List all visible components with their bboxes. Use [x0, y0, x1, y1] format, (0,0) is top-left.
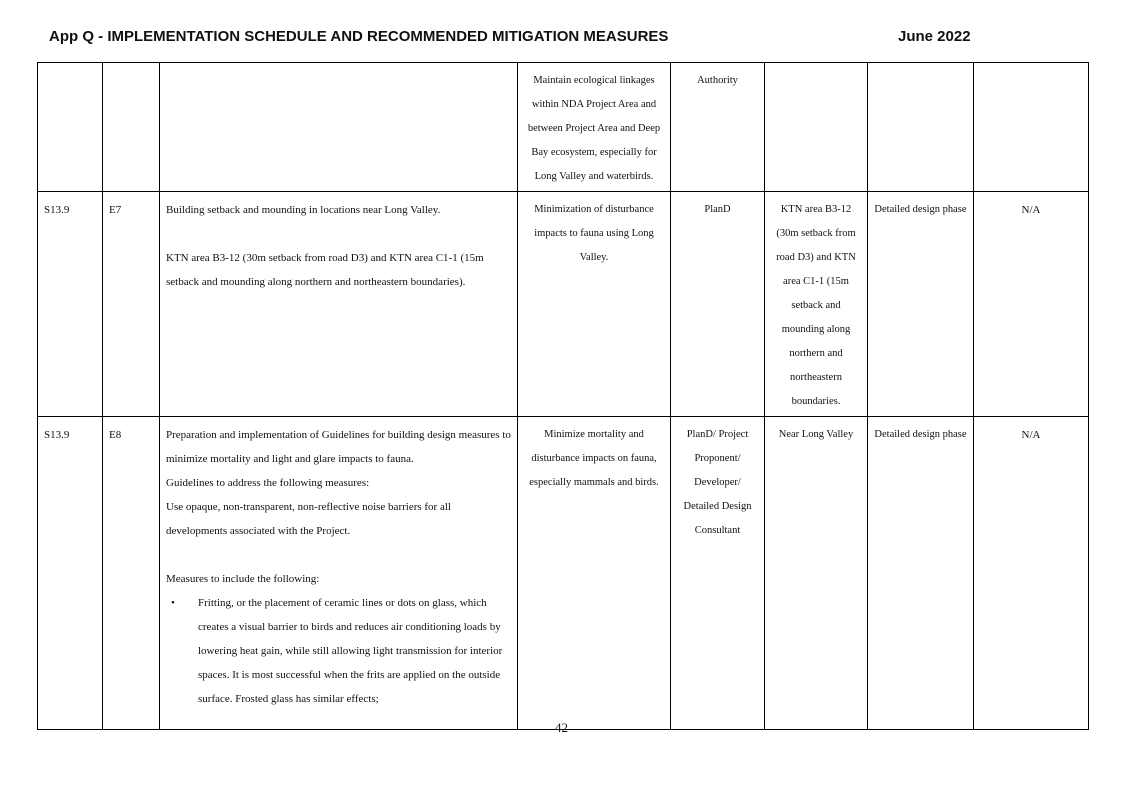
measure-paragraph: Guidelines to address the following measures: [166, 477, 370, 489]
agent-cell: Authority [671, 63, 765, 192]
bullet-icon: • [171, 597, 175, 609]
measure-cell [160, 192, 518, 417]
location-cell: KTN area B3-12 (30m setback from road D3) and KTN area C1-1 (15m setback and mounding along northern and northeastern boundaries. [765, 192, 868, 417]
table-row [38, 417, 1089, 730]
ref-cell: S13.9 [38, 192, 103, 417]
measure-cell [160, 63, 518, 192]
requirement-cell: N/A [974, 417, 1089, 730]
location-cell: Near Long Valley [765, 417, 868, 730]
implementation-schedule-table [37, 62, 1089, 730]
measure-paragraph: Preparation and implementation of Guidelines for building design measures to minimize mortality and light and glare impacts to fauna. [166, 429, 511, 465]
code-cell: E8 [103, 417, 160, 730]
bullet-text: Fritting, or the placement of ceramic lines or dots on glass, which creates a visual barrier to birds and reduces air conditioning loads by lowering heat gain, while still allowing light transmission for interior spaces. It is most successful when the frits are applied on the outside surface. Frosted glass has similar effects; [198, 597, 503, 705]
agent-cell: PlanD/ Project Proponent/ Developer/ Detailed Design Consultant [671, 417, 765, 730]
ref-cell [38, 63, 103, 192]
code-cell [103, 63, 160, 192]
measure-paragraph: KTN area B3-12 (30m setback from road D3) and KTN area C1-1 (15m setback and mounding along northern and northeastern boundaries). [166, 252, 484, 288]
measure-bullet-list [166, 591, 511, 711]
code-cell: E7 [103, 192, 160, 417]
objective-cell: Minimization of disturbance impacts to fauna using Long Valley. [518, 192, 671, 417]
document-date: June 2022 [898, 28, 971, 45]
list-item [166, 591, 511, 711]
objective-cell: Minimize mortality and disturbance impacts on fauna, especially mammals and birds. [518, 417, 671, 730]
agent-cell: PlanD [671, 192, 765, 417]
measure-cell [160, 417, 518, 730]
timing-cell: Detailed design phase [868, 417, 974, 730]
table-row [38, 192, 1089, 417]
measure-paragraph: Use opaque, non-transparent, non-reflective noise barriers for all developments associated with the Project. [166, 501, 451, 537]
ref-cell: S13.9 [38, 417, 103, 730]
page-number: 42 [555, 720, 568, 735]
document-title: App Q - IMPLEMENTATION SCHEDULE AND RECOMMENDED MITIGATION MEASURES [49, 28, 669, 45]
objective-cell: Maintain ecological linkages within NDA Project Area and between Project Area and Deep Bay ecosystem, especially for Long Valley and waterbirds. [518, 63, 671, 192]
timing-cell: Detailed design phase [868, 192, 974, 417]
paragraph-gap [166, 222, 511, 246]
requirement-cell [974, 63, 1089, 192]
timing-cell [868, 63, 974, 192]
paragraph-gap [166, 543, 511, 567]
measure-paragraph: Building setback and mounding in locations near Long Valley. [166, 204, 441, 216]
requirement-cell: N/A [974, 192, 1089, 417]
measure-paragraph: Measures to include the following: [166, 573, 320, 585]
table-row [38, 63, 1089, 192]
location-cell [765, 63, 868, 192]
